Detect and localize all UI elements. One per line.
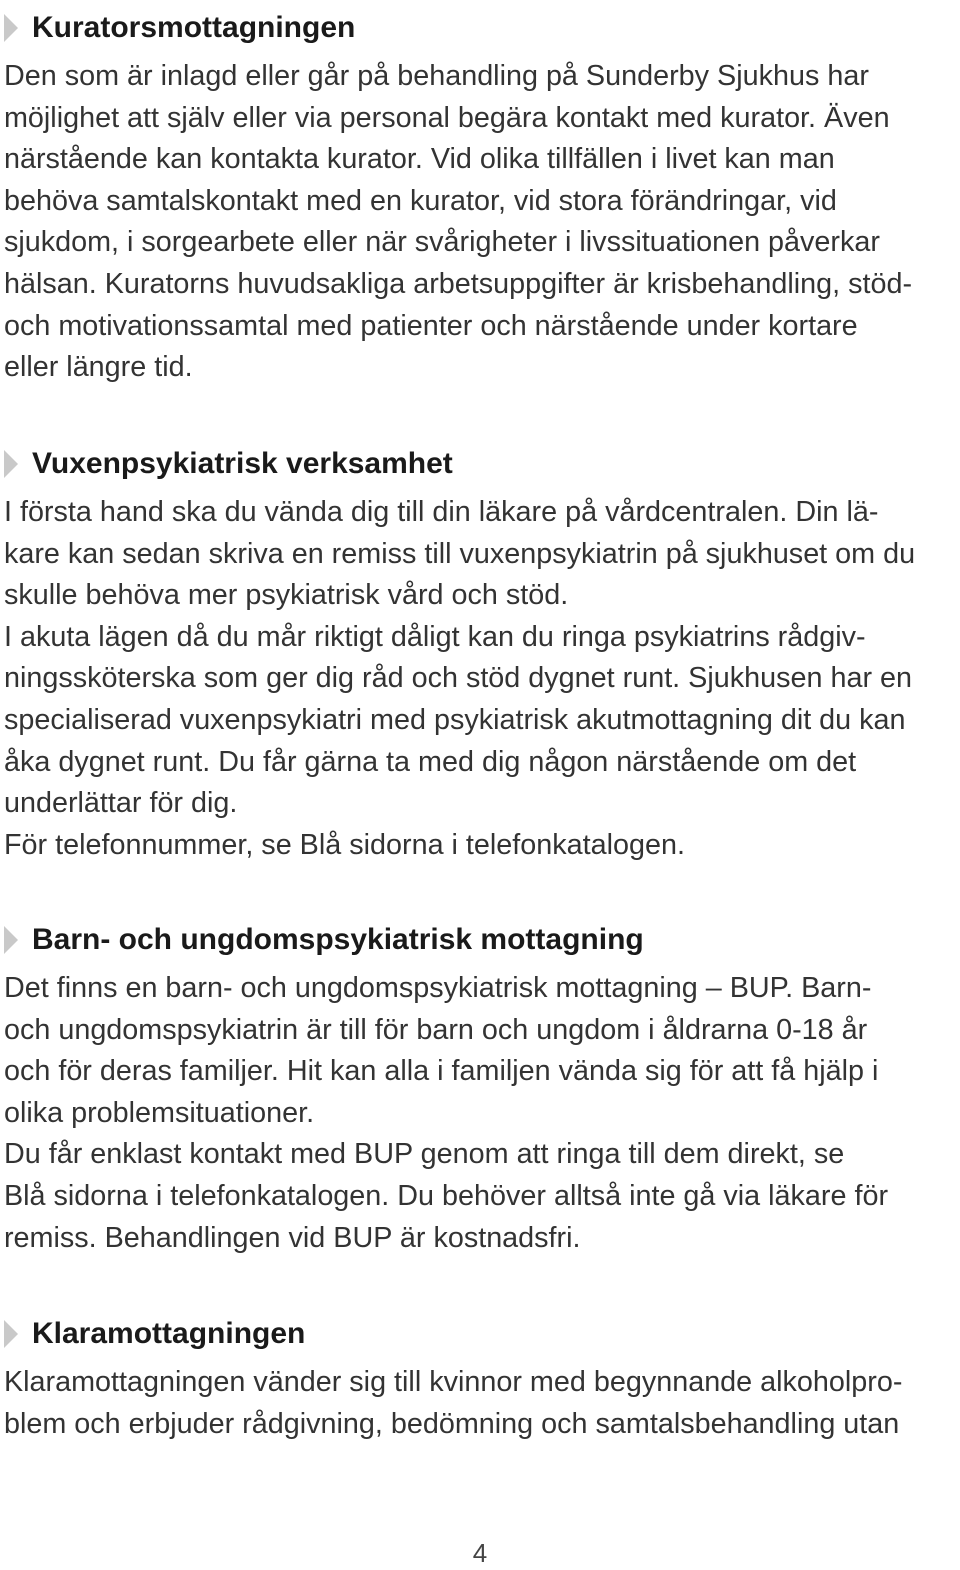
section-heading-row — [0, 920, 960, 960]
body-line: Det finns en barn- och ungdomspsykiatrisk mottagning – BUP. Barn- — [3, 972, 872, 1004]
body-line: möjlighet att själv eller via personal begära kontakt med kurator. Även — [3, 101, 890, 134]
section-heading: Klaramottagningen — [32, 1317, 306, 1350]
body-line: eller längre tid. — [3, 351, 193, 384]
body-line: I första hand ska du vända dig till din läkare på vårdcentralen. Din lä- — [3, 496, 879, 528]
triangle-bullet-icon — [4, 926, 18, 954]
body-line: skulle behöva mer psykiatrisk vård och stöd. — [3, 579, 569, 612]
section-body — [0, 968, 960, 1259]
body-line: remiss. Behandlingen vid BUP är kostnadsfri. — [3, 1221, 581, 1254]
body-line: och ungdomspsykiatrin är till för barn och ungdom i åldrarna 0-18 år — [3, 1013, 868, 1046]
section-heading: Barn- och ungdomspsykiatrisk mottagning — [32, 923, 644, 956]
section-heading-row — [0, 444, 960, 484]
section-kuratorsmottagningen — [0, 8, 960, 389]
body-line: hälsan. Kuratorns huvudsakliga arbetsuppgifter är krisbehandling, stöd- — [3, 267, 913, 300]
section-heading-row — [0, 1314, 960, 1354]
section-vuxenpsykiatrisk-verksamhet — [0, 444, 960, 866]
body-line: blem och erbjuder rådgivning, bedömning och samtalsbehandling utan — [3, 1407, 900, 1440]
body-line: specialiserad vuxenpsykiatri med psykiatrisk akutmottagning dit du kan — [3, 703, 906, 736]
section-heading: Kuratorsmottagningen — [32, 11, 356, 44]
triangle-bullet-icon — [4, 450, 18, 478]
page-number: 4 — [472, 1538, 488, 1568]
body-line: Den som är inlagd eller går på behandling på Sunderby Sjukhus har — [3, 60, 869, 92]
section-body — [0, 1362, 960, 1445]
body-line: För telefonnummer, se Blå sidorna i telefonkatalogen. — [3, 828, 686, 861]
section-barn-och-ungdomspsykiatrisk-mottagning — [0, 920, 960, 1259]
section-heading-row — [0, 8, 960, 48]
body-line: åka dygnet runt. Du får gärna ta med dig någon närstående om det — [3, 745, 857, 778]
body-line: kare kan sedan skriva en remiss till vuxenpsykiatrin på sjukhuset om du — [3, 537, 916, 570]
body-line: behöva samtalskontakt med en kurator, vid stora förändringar, vid — [3, 184, 837, 217]
section-body — [0, 492, 960, 866]
section-body — [0, 56, 960, 389]
body-line: Klaramottagningen vänder sig till kvinnor med begynnande alkoholpro- — [3, 1366, 903, 1398]
triangle-bullet-icon — [4, 1320, 18, 1348]
section-klaramottagningen — [0, 1314, 960, 1445]
body-line: I akuta lägen då du mår riktigt dåligt kan du ringa psykiatrins rådgiv- — [3, 620, 866, 653]
triangle-bullet-icon — [4, 14, 18, 42]
body-line: underlättar för dig. — [3, 787, 238, 820]
body-line: och motivationssamtal med patienter och närstående under kortare — [3, 309, 858, 342]
body-line: närstående kan kontakta kurator. Vid olika tillfällen i livet kan man — [3, 143, 835, 176]
body-line: och för deras familjer. Hit kan alla i familjen vända sig för att få hjälp i — [3, 1055, 879, 1088]
body-line: ningssköterska som ger dig råd och stöd dygnet runt. Sjukhusen har en — [3, 662, 913, 695]
body-line: Blå sidorna i telefonkatalogen. Du behöver alltså inte gå via läkare för — [3, 1179, 889, 1212]
body-line: sjukdom, i sorgearbete eller när svårigheter i livssituationen påverkar — [3, 226, 880, 259]
body-line: Du får enklast kontakt med BUP genom att ringa till dem direkt, se — [3, 1138, 845, 1171]
section-heading: Vuxenpsykiatrisk verksamhet — [32, 447, 453, 480]
body-line: olika problemsituationer. — [3, 1096, 315, 1129]
